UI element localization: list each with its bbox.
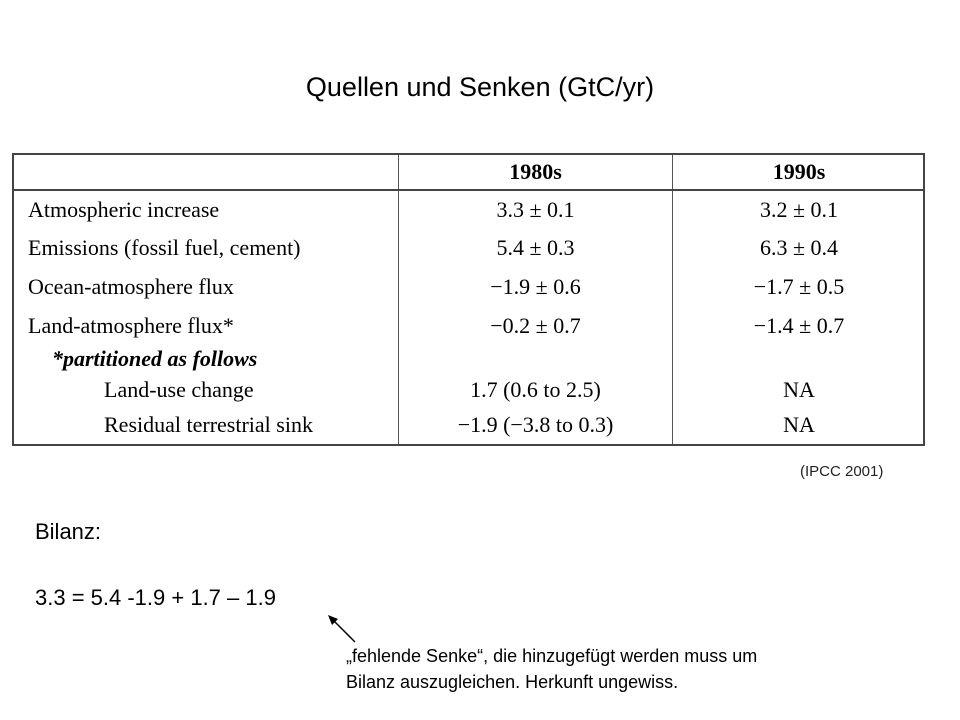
column-header-1990s: 1990s [772,159,826,184]
source-citation: (IPCC 2001) [800,463,884,480]
note-line-2: Bilanz auszugleichen. Herkunft ungewiss. [346,672,679,692]
note-line-1: „fehlende Senke“, die hinzugefügt werden muss um [346,646,758,666]
row-label-land-atmosphere-flux: Land-atmosphere flux* [28,313,234,338]
row-label-atmospheric-increase: Atmospheric increase [28,197,220,222]
cell-1980s-residual-terrestrial-sink: −1.9 (−3.8 to 0.3) [457,412,614,437]
pointer-arrow-icon [325,612,359,646]
bilanz-heading: Bilanz: [35,519,102,544]
bilanz-equation: 3.3 = 5.4 -1.9 + 1.7 – 1.9 [35,585,276,610]
row-label-ocean-atmosphere-flux: Ocean-atmosphere flux [28,274,234,299]
cell-1980s-ocean-atmosphere-flux: −1.9 ± 0.6 [490,274,581,299]
cell-1990s-atmospheric-increase: 3.2 ± 0.1 [759,197,839,222]
missing-sink-note [346,643,906,695]
cell-1990s-ocean-atmosphere-flux: −1.7 ± 0.5 [753,274,845,299]
slide-title: Quellen und Senken (GtC/yr) [305,72,655,102]
header-rule [14,189,923,191]
carbon-budget-table [12,153,925,446]
cell-1990s-land-use-change: NA [783,377,815,402]
cell-1980s-land-use-change: 1.7 (0.6 to 2.5) [470,377,601,402]
row-label-land-use-change: Land-use change [104,377,254,402]
cell-1980s-emissions: 5.4 ± 0.3 [496,235,575,260]
row-label-residual-terrestrial-sink: Residual terrestrial sink [104,412,313,437]
row-label-partitioned-as-follows: *partitioned as follows [52,346,258,371]
row-label-emissions: Emissions (fossil fuel, cement) [28,235,301,260]
cell-1980s-atmospheric-increase: 3.3 ± 0.1 [496,197,575,222]
cell-1990s-emissions: 6.3 ± 0.4 [759,235,839,260]
cell-1990s-residual-terrestrial-sink: NA [783,412,815,437]
column-header-1980s: 1980s [509,159,562,184]
cell-1990s-land-atmosphere-flux: −1.4 ± 0.7 [753,313,845,338]
cell-1980s-land-atmosphere-flux: −0.2 ± 0.7 [490,313,581,338]
